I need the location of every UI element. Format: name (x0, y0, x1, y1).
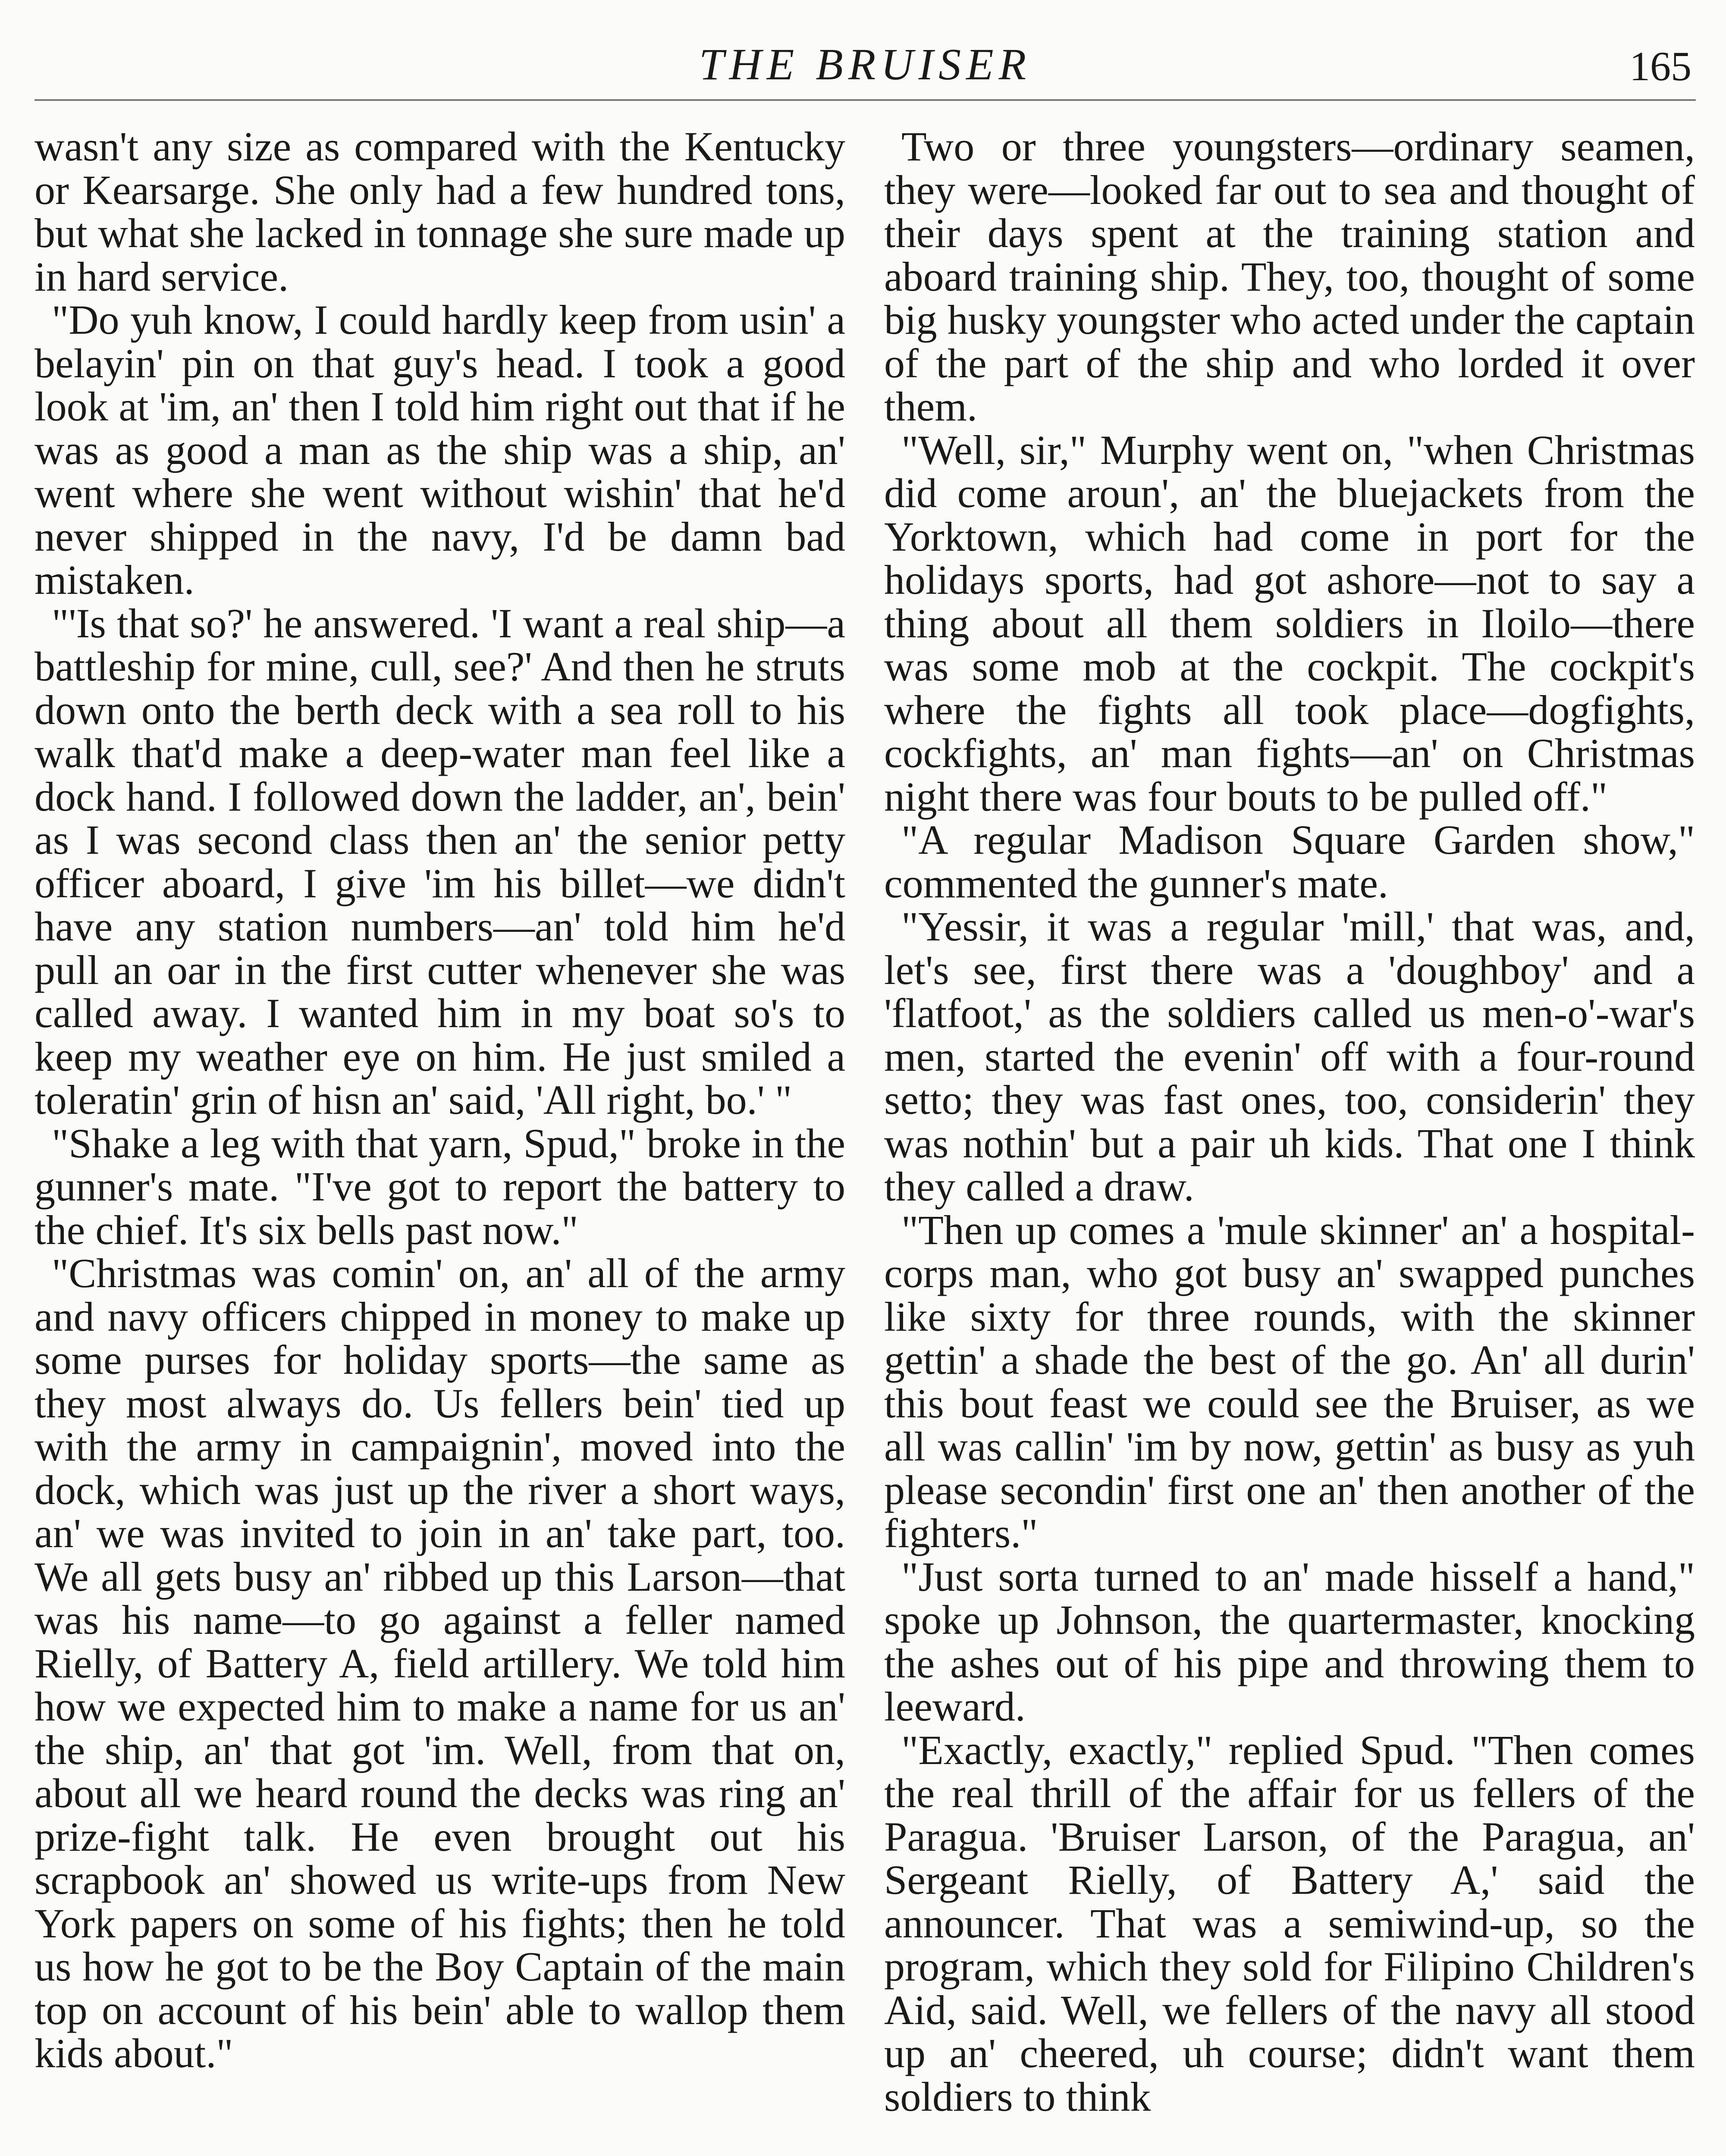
paragraph: "Well, sir," Murphy went on, "when Christmas did come aroun', an' the bluejackets from the Yorktown, which had come in port for the holidays sports, had got ashore—not to say a thing about all them soldiers in Iloilo—there was some mob at the cockpit. The cockpit's where the fights all took place—dogfights, cockfights, an' man fights—an' on Christmas night there was four bouts to be pulled off." (884, 426, 1695, 820)
paragraph: "Exactly, exactly," replied Spud. "Then comes the real thrill of the affair for us fellers of the Paragua. 'Bruiser Larson, of the Paragua, an' Sergeant Rielly, of Battery A,' said the announcer. That was a semiwind-up, so the program, which they sold for Filipino Children's Aid, said. Well, we fellers of the navy all stood up an' cheered, uh course; didn't want them soldiers to think (884, 1727, 1695, 2120)
page-number: 165 (1629, 43, 1691, 89)
paragraph: "Then up comes a 'mule skinner' an' a hospital-corps man, who got busy an' swapped punches like sixty for three rounds, with the skinner gettin' a shade the best of the go. An' all durin' this bout feast we could see the Bruiser, as we all was callin' 'im by now, gettin' as busy as yuh please secondin' first one an' then another of the fighters." (884, 1206, 1695, 1556)
page-header (35, 22, 1696, 101)
paragraph: wasn't any size as compared with the Kentucky or Kearsarge. She only had a few hundred tons, but what she lacked in tonnage she sure made up in hard service. (35, 123, 845, 300)
paragraph: "Yessir, it was a regular 'mill,' that was, and, let's see, first there was a 'doughboy' and a 'flatfoot,' as the soldiers called us men-o'-war's men, started the evenin' off with a four-round setto; they was fast ones, too, considerin' they was nothin' but a pair uh kids. That one I think they called a draw. (884, 903, 1695, 1210)
text-column-left (35, 125, 845, 2075)
running-title: THE BRUISER (699, 40, 1032, 89)
paragraph: "Christmas was comin' on, an' all of the army and navy officers chipped in money to make up some purses for holiday sports—the same as they most always do. Us fellers bein' tied up with the army in campaignin', moved into the dock, which was just up the river a short ways, an' we was invited to join in an' take part, too. We all gets busy an' ribbed up this Larson—that was his name—to go against a feller named Rielly, of Battery A, field artillery. We told him how we expected him to make a name for us an' the ship, an' that got 'im. Well, from that on, about all we heard round the decks was ring an' prize-fight talk. He even brought out his scrapbook an' showed us write-ups from New York papers on some of his fights; then he told us how he got to be the Boy Captain of the main top on account of his bein' able to wallop them kids about." (35, 1250, 845, 2076)
paragraph: "A regular Madison Square Garden show," commented the gunner's mate. (884, 817, 1695, 906)
paragraph: "Do yuh know, I could hardly keep from usin' a belayin' pin on that guy's head. I took a good look at 'im, an' then I told him right out that if he was as good a man as the ship was a ship, an' went where she went without wishin' that he'd never shipped in the navy, I'd be damn bad mistaken. (35, 297, 845, 603)
text-column-right (884, 125, 1695, 2118)
paragraph: Two or three youngsters—ordinary seamen, they were—looked far out to sea and thought of their days spent at the training station and aboard training ship. They, too, thought of some big husky youngster who acted under the captain of the part of the ship and who lorded it over them. (884, 123, 1695, 429)
paragraph: "'Is that so?' he answered. 'I want a real ship—a battleship for mine, cull, see?' And then he struts down onto the berth deck with a sea roll to his walk that'd make a deep-water man feel like a dock hand. I followed down the ladder, an', bein' as I was second class then an' the senior petty officer aboard, I give 'im his billet—we didn't have any station numbers—an' told him he'd pull an oar in the first cutter whenever she was called away. I wanted him in my boat so's to keep my weather eye on him. He just smiled a toleratin' grin of hisn an' said, 'All right, bo.' " (35, 600, 845, 1123)
paragraph: "Shake a leg with that yarn, Spud," broke in the gunner's mate. "I've got to report the battery to the chief. It's six bells past now." (35, 1120, 845, 1253)
paragraph: "Just sorta turned to an' made hisself a hand," spoke up Johnson, the quartermaster, knocking the ashes out of his pipe and throwing them to leeward. (884, 1553, 1695, 1730)
